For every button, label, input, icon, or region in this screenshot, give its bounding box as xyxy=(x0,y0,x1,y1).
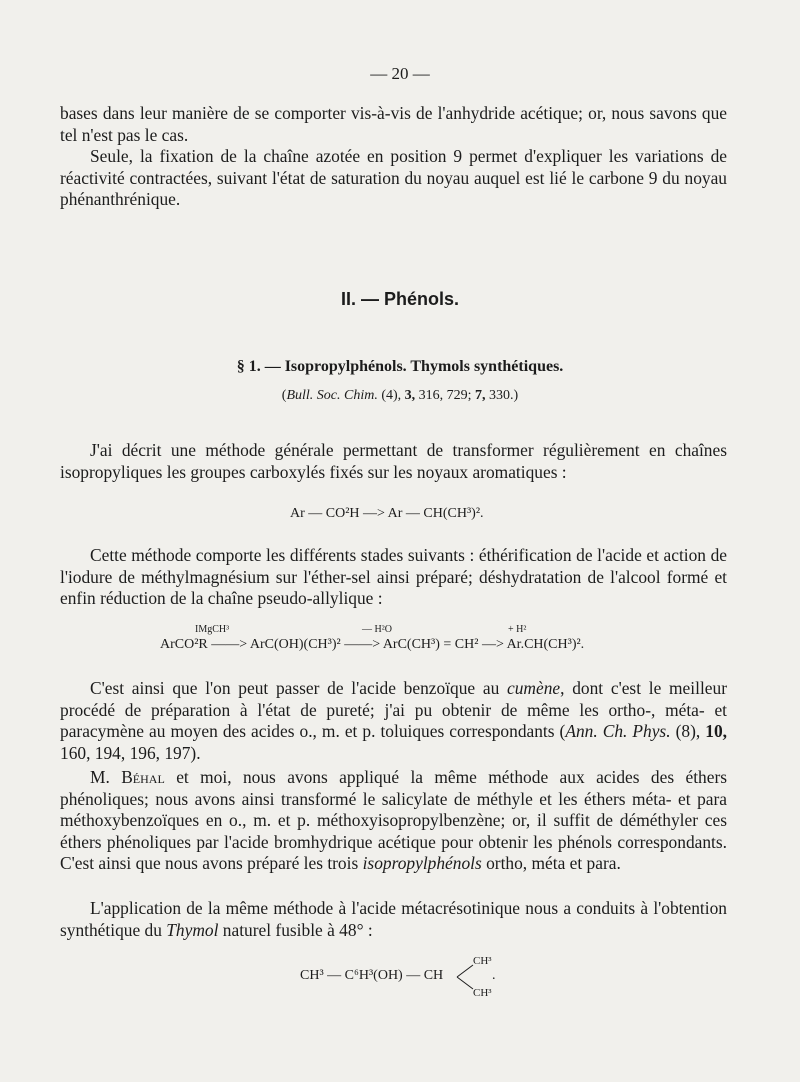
page-number: — 20 — xyxy=(370,64,430,83)
formula-3-top-branch: CH³ xyxy=(473,955,492,967)
formula-3-left: CH³ — C⁶H³(OH) — CH xyxy=(300,968,444,983)
formula-3-dot: . xyxy=(492,968,496,983)
paragraph-5 xyxy=(60,678,727,764)
section-title: II. — Phénols. xyxy=(340,289,460,309)
reference-pages2: 330.) xyxy=(489,388,519,403)
p6-text: et moi, nous avons appliqué la même méthode aux acides des éthers phénoliques; nous avons ainsi transformé le salicylate de méthyle et les éthers méta- et para méthoxybenzoïques en o., m. et p. méthoxyisopropylbenzène; or, il suffit de déméthyler ces éthers phénoliques par l'acide bromhydrique acétique pour obtenir les phénols correspondants. C'est ainsi que nous avons préparé les trois xyxy=(60,767,728,873)
p7-end: naturel fusible à 48° : xyxy=(218,919,373,940)
subsection-title: § 1. — Isopropylphénols. Thymols synthétiques. xyxy=(236,358,564,375)
p5-cumene: cumène xyxy=(507,678,561,698)
reference-vol1: 3, xyxy=(404,388,416,403)
formula-1: Ar — CO²H —> Ar — CH(CH³)². xyxy=(290,506,484,521)
paragraph-3: J'ai décrit une méthode générale permettant de transformer régulièrement en chaînes isopropyliques les groupes carboxylés fixés sur les noyaux aromatiques : xyxy=(60,440,727,482)
paragraph-4: Cette méthode comporte les différents stades suivants : éthérification de l'acide et action de l'iodure de méthylmagnésium sur l'éther-sel ainsi préparé; déshydratation de l'alcool formé et enfin réduction de la chaîne pseudo-allylique : xyxy=(60,545,727,608)
p5-ann: Ann. Ch. Phys. xyxy=(565,721,671,741)
p6-author: M. Béhal xyxy=(90,767,165,787)
reference-citation: (Bull. Soc. Chim. (4), 3, 316, 729; 7, 330.) xyxy=(281,388,519,403)
paragraph-1: bases dans leur manière de se comporter vis-à-vis de l'anhydride acétique; or, nous savons que tel n'est pas le cas. xyxy=(60,103,727,145)
p5-end: 160, 194, 196, 197). xyxy=(60,742,201,763)
formula-3-branch-lines xyxy=(455,960,475,994)
formula-3-bottom-branch: CH³ xyxy=(473,987,492,999)
p5-vol: 10, xyxy=(705,721,727,741)
reference-vol2: 7, xyxy=(475,388,486,403)
p6-isopropylphenols: isopropylphénols xyxy=(362,853,482,873)
p5-ser: (8), xyxy=(670,721,706,741)
p5-mid: , dont c'est le meilleur procédé de préparation à l'état de pureté; j'ai pu obtenir de même les ortho-, méta- et paracymène au moyen des acides o., m. et p. toluiques correspondants ( xyxy=(60,678,727,741)
formula-2-reagent-1: IMgCH³ xyxy=(195,624,230,635)
paragraph-2: Seule, la fixation de la chaîne azotée en position 9 permet d'expliquer les variations de réactivité contractées, suivant l'état de saturation du noyau auquel est lié le carbone 9 du noyau phénanthrénique. xyxy=(60,146,727,209)
paragraph-6 xyxy=(60,767,727,875)
paragraph-7 xyxy=(60,898,727,941)
p7-thymol: Thymol xyxy=(166,919,219,940)
formula-2-reagent-3: + H² xyxy=(508,624,527,635)
reference-journal: Bull. Soc. Chim. xyxy=(286,388,378,403)
p5-start: C'est ainsi que l'on peut passer de l'acide benzoïque au xyxy=(90,678,500,698)
p6-end: ortho, méta et para. xyxy=(481,853,621,873)
formula-2-reagent-2: — H²O xyxy=(362,624,392,635)
p7-start: L'application de la même méthode à l'acide métacrésotinique nous a conduits à l'obtention synthétique du xyxy=(60,898,727,940)
formula-2-line: ArCO²R ——> ArC(OH)(CH³)² ——> ArC(CH³) = CH² —> Ar.CH(CH³)². xyxy=(160,637,585,652)
reference-series: (4), xyxy=(381,388,402,403)
reference-pages1: 316, 729; xyxy=(418,388,472,403)
